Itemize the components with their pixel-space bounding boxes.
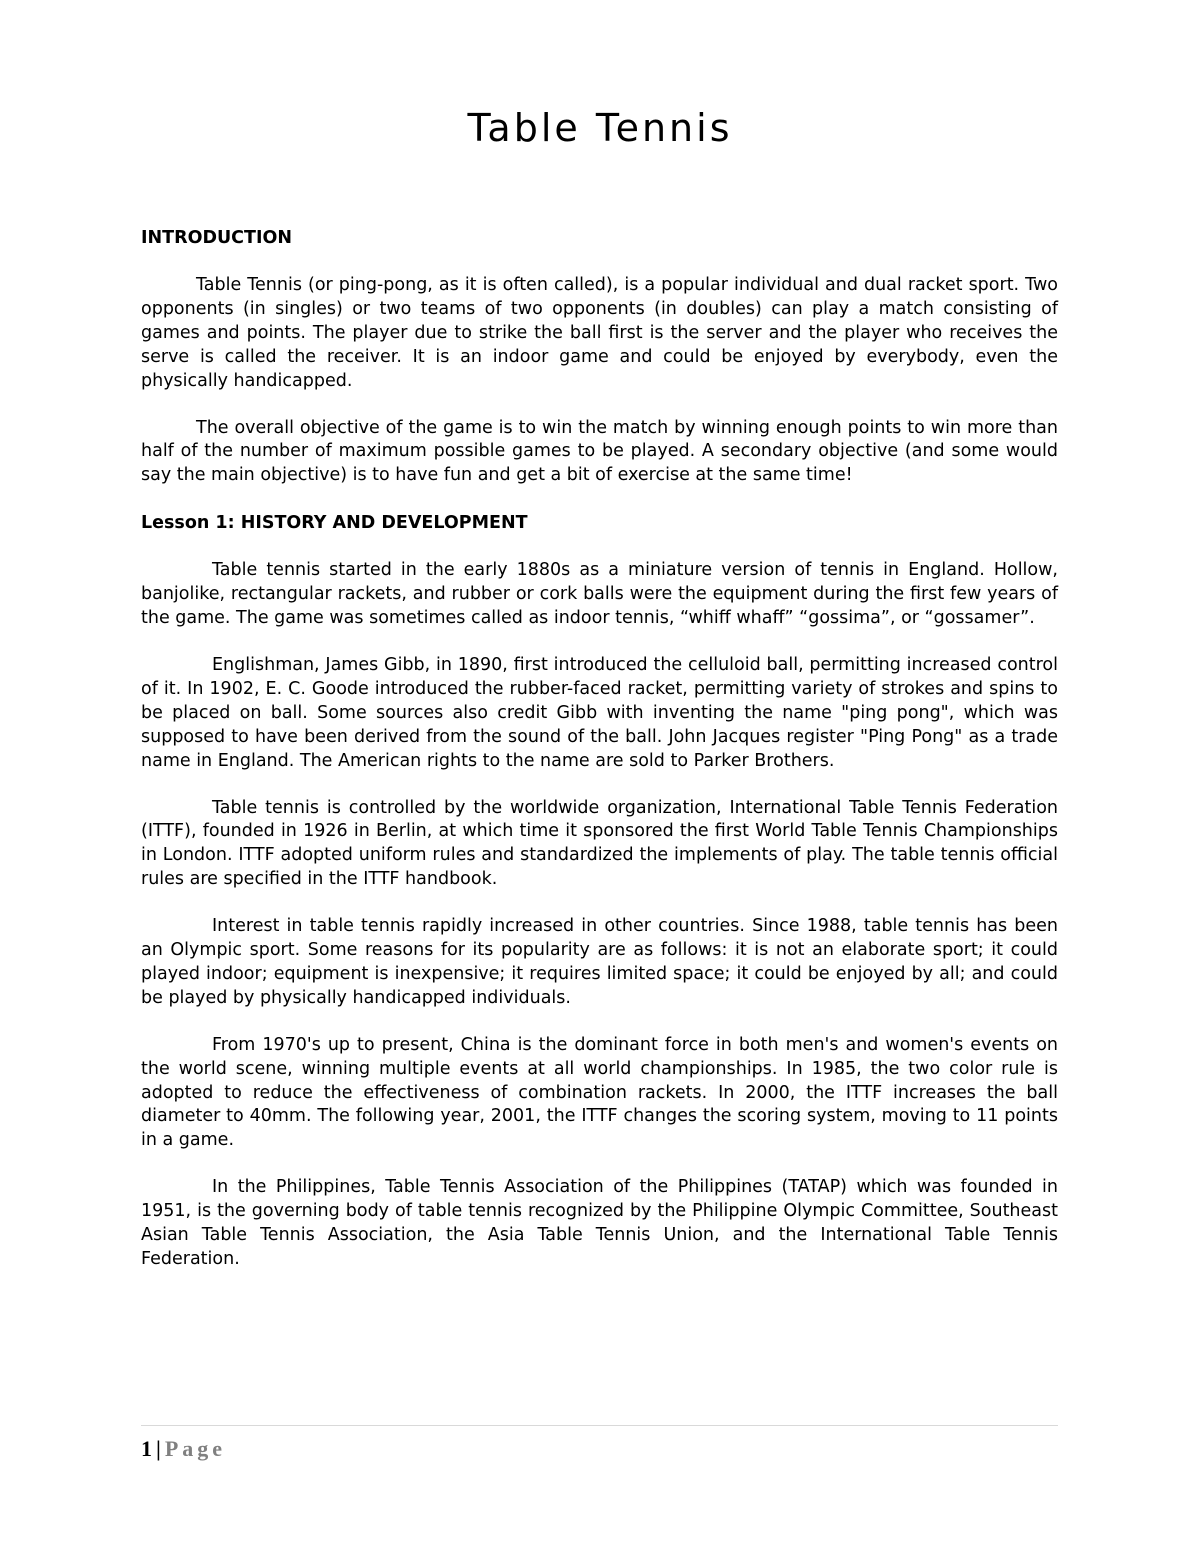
paragraph: Table Tennis (or ping-pong, as it is often called), is a popular individual and dual racket sport. Two opponents (in singles) or two teams of two opponents (in doubles) can play a match consisting of games and points. The player due to strike the ball first is the server and the player who receives the serve is called the receiver. It is an indoor game and could be enjoyed by everybody, even the physically handicapped. bbox=[141, 275, 1058, 391]
section-heading-lesson-1: Lesson 1: HISTORY AND DEVELOPMENT bbox=[141, 513, 528, 534]
section-heading-introduction: INTRODUCTION bbox=[141, 228, 292, 248]
document-body bbox=[141, 226, 1058, 1295]
page-label: Page bbox=[164, 1436, 227, 1461]
document-title: Table Tennis bbox=[467, 106, 733, 150]
paragraph: From 1970's up to present, China is the dominant force in both men's and women's events on the world scene, winning multiple events at all world championships. In 1985, the two color rule is adopted to reduce the effectiveness of combination rackets. In 2000, the ITTF increases the ball diameter to 40mm. The following year, 2001, the ITTF changes the scoring system, moving to 11 points in a game. bbox=[141, 1034, 1058, 1151]
paragraph: In the Philippines, Table Tennis Association of the Philippines (TATAP) which was founded in 1951, is the governing body of table tennis recognized by the Philippine Olympic Committee, Southeast Asian Table Tennis Association, the Asia Table Tennis Union, and the International Table Tennis Federation. bbox=[141, 1177, 1058, 1269]
paragraph: Table tennis started in the early 1880s as a miniature version of tennis in England. Hollow, banjolike, rectangular rackets, and rubber or cork balls were the equipment during the first few years of the game. The game was sometimes called as indoor tennis, “whiff whaff” “gossima”, or “gossamer”. bbox=[141, 560, 1058, 629]
footer-divider bbox=[141, 1425, 1058, 1426]
footer-separator: | bbox=[156, 1436, 161, 1461]
paragraph: Englishman, James Gibb, in 1890, first introduced the celluloid ball, permitting increased control of it. In 1902, E. C. Goode introduced the rubber-faced racket, permitting variety of strokes and spins to be placed on ball. Some sources also credit Gibb with inventing the name "ping pong", which was supposed to have been derived from the sound of the ball. John Jacques register "Ping Pong" as a trade name in England. The American rights to the name are sold to Parker Brothers. bbox=[141, 654, 1058, 771]
paragraph: The overall objective of the game is to win the match by winning enough points to win more than half of the number of maximum possible games to be played. A secondary objective (and some would say the main objective) is to have fun and get a bit of exercise at the same time! bbox=[141, 417, 1058, 486]
paragraph: Table tennis is controlled by the worldwide organization, International Table Tennis Federation (ITTF), founded in 1926 in Berlin, at which time it sponsored the first World Table Tennis Championships in London. ITTF adopted uniform rules and standardized the implements of play. The table tennis official rules are specified in the ITTF handbook. bbox=[141, 797, 1058, 890]
paragraph: Interest in table tennis rapidly increased in other countries. Since 1988, table tennis has been an Olympic sport. Some reasons for its popularity are as follows: it is not an elaborate sport; it could played indoor; equipment is inexpensive; it requires limited space; it could be enjoyed by all; and could be played by physically handicapped individuals. bbox=[141, 916, 1058, 1008]
page-footer bbox=[141, 1434, 226, 1464]
page-number: 1 bbox=[141, 1436, 152, 1461]
